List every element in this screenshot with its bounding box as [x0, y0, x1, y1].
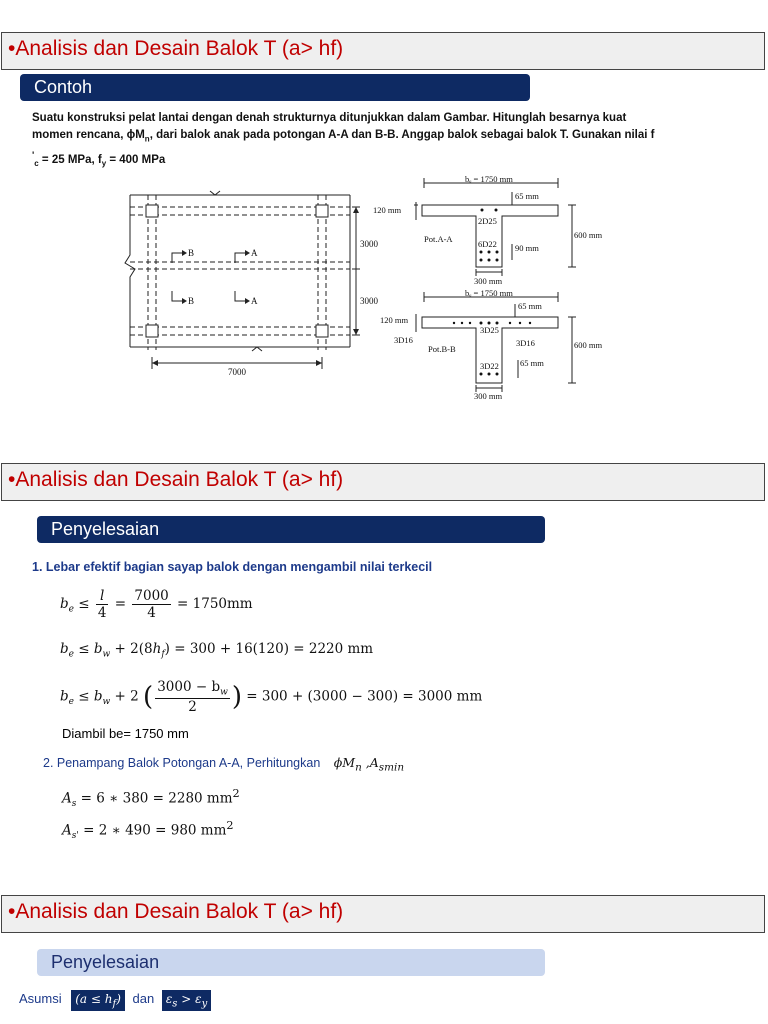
aa-top-bars: 2D25	[478, 216, 497, 226]
dim-3000-bot: 3000	[360, 296, 378, 306]
aa-name: Pot.A-A	[424, 234, 453, 244]
dim-7000: 7000	[228, 367, 246, 377]
floor-plan-diagram	[120, 185, 390, 385]
equation-as-prime: $A_{s'} = 2$ ∗ 490 = 980 $mm^2$	[62, 819, 234, 842]
section-bb-diagram	[370, 288, 620, 406]
label-b-top: B	[188, 248, 195, 258]
label-b-bot: B	[188, 296, 195, 306]
slide-title: •Analisis dan Desain Balok T (a> hf)	[8, 900, 344, 923]
title-bar	[1, 895, 765, 933]
title-bar	[1, 463, 765, 501]
section-aa-diagram	[370, 172, 620, 290]
bb-bw: 300 mm	[474, 391, 503, 401]
aa-bottom-cover: 90 mm	[515, 243, 539, 253]
bb-height: 600 mm	[574, 340, 603, 350]
equation-be-2: $b_e \le b_w + 2(8h_f) = 300 + 16(120) = 2220$ mm	[60, 641, 374, 660]
title-bar	[1, 32, 765, 70]
equation-be-3: $b_e \le b_w + 2$ ( $\frac{3000 - b_w}{2}$ ) = 300 + (3000 − 300) = 3000 mm	[60, 679, 483, 715]
dim-3000-top: 3000	[360, 239, 378, 249]
assumption-a-le-hf: $(a \le h_f)$	[71, 990, 125, 1011]
bb-name: Pot.B-B	[428, 344, 456, 354]
bb-hf: 120 mm	[380, 315, 409, 325]
section-tag-contoh: Contoh	[20, 74, 530, 101]
problem-statement: Suatu konstruksi pelat lantai dengan denah strukturnya ditunjukkan dalam Gambar. Hitunglah besarnya kuat momen rencana, $\phi M_n$, dari balok anak pada potongan A-A dan B-B. Anggap balok sebagai balok T. Gunakan nilai f '$_c$ = 25 MPa, $f_y = 400$ MPa	[32, 112, 655, 169]
slide-title: •Analisis dan Desain Balok T (a> hf)	[8, 468, 344, 491]
bb-be: bₑ = 1750 mm	[465, 288, 513, 298]
slide-contoh	[0, 0, 768, 450]
assumption-row: Asumsi $(a \le h_f)$ dan $\varepsilon_s > \varepsilon_y$	[19, 990, 211, 1011]
bb-cover-top: 65 mm	[518, 301, 542, 311]
aa-height: 600 mm	[574, 230, 603, 240]
step-2-heading: 2. Penampang Balok Potongan A-A, Perhitungkan $\phi M_n$ $,A_{smin}$	[43, 755, 405, 774]
aa-bw: 300 mm	[474, 276, 503, 286]
step-1-heading: 1. Lebar efektif bagian sayap balok dengan mengambil nilai terkecil	[32, 560, 433, 574]
label-a-top: A	[251, 248, 258, 258]
section-tag-penyelesaian-light: Penyelesaian	[37, 949, 545, 976]
section-tag-penyelesaian: Penyelesaian	[37, 516, 545, 543]
assumption-strain: $\varepsilon_s > \varepsilon_y$	[162, 990, 211, 1011]
equation-as: $A_s = 6$ ∗ 380 = 2280 $mm^2$	[62, 787, 240, 810]
bb-flange-bars: 3D16	[394, 335, 413, 345]
bb-side-bars: 3D16	[516, 338, 535, 348]
equation-be-1: $b_e$ ≤ $\frac{l}{4}$ = $\frac{7000}{4}$ = 1750mm	[60, 588, 253, 621]
aa-be: bₑ = 1750 mm	[465, 174, 513, 184]
bb-bottom-cover: 65 mm	[520, 358, 544, 368]
aa-cover-top: 65 mm	[515, 191, 539, 201]
label-a-bot: A	[251, 296, 258, 306]
taken-be: Diambil be= 1750 mm	[62, 726, 189, 741]
aa-bottom-bars: 6D22	[478, 239, 497, 249]
aa-hf: 120 mm	[373, 205, 402, 215]
bb-top-bars: 3D25	[480, 325, 499, 335]
bb-bottom-bars: 3D22	[480, 361, 499, 371]
slide-title: •Analisis dan Desain Balok T (a> hf)	[8, 37, 344, 60]
